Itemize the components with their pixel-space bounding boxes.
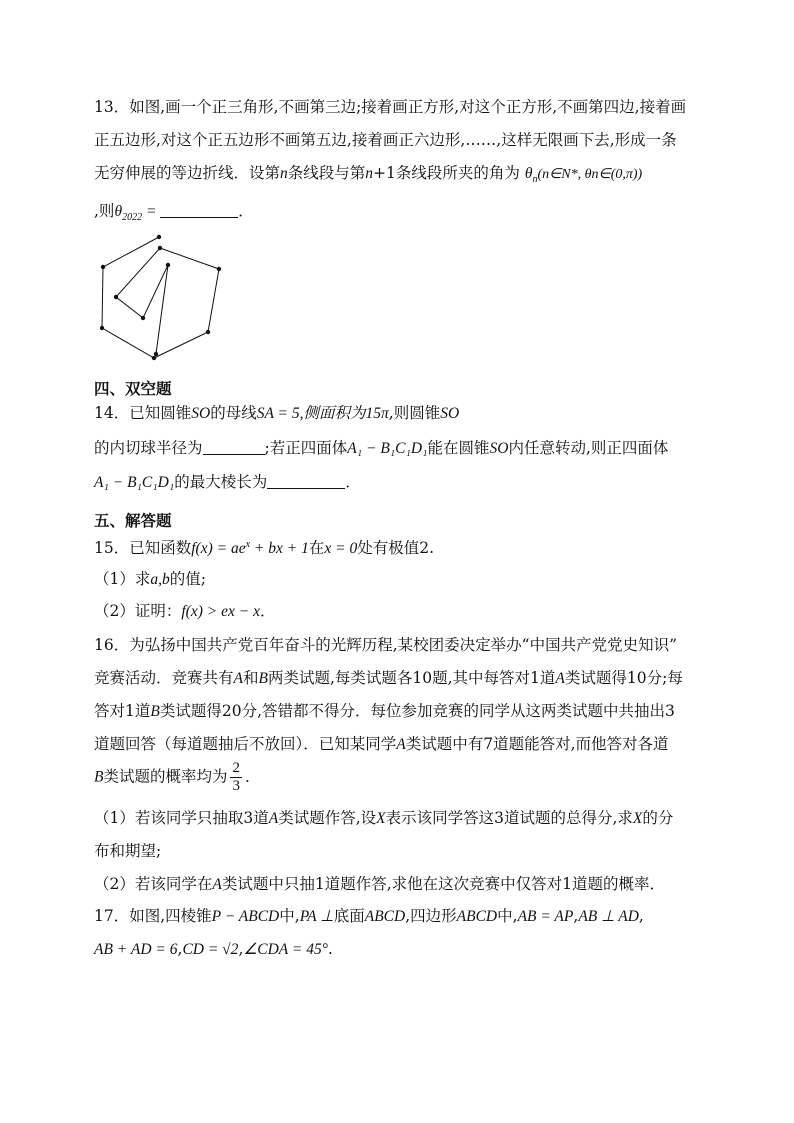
q13-text: ,则 <box>94 202 115 220</box>
math-var: B <box>94 768 104 786</box>
q16-text: （1）若该同学只抽取3道 <box>94 809 269 827</box>
math-x0: x = 0 <box>324 540 358 558</box>
q17-text: 中, <box>279 907 300 925</box>
math-ineq: f(x) > ex − x <box>181 603 260 620</box>
q15-line-2 <box>94 567 206 592</box>
q17-text: 中, <box>497 907 518 925</box>
q13-text: 条线段与第 <box>287 164 366 182</box>
math-exp: x <box>245 539 251 550</box>
math-ab: a,b <box>150 571 170 588</box>
q13-period: ． <box>238 202 254 220</box>
q17-line-2 <box>94 937 333 962</box>
q15-text: 在 <box>308 539 325 558</box>
q16-text: 类试题得20分,答错都不得分．每位参加竞赛的同学从这两类试题中共抽出3 <box>159 702 675 720</box>
q13-condition: (n∈N*, θn∈(0,π)) <box>537 167 643 182</box>
math-var: A <box>268 810 279 827</box>
math-angle: ∠CDA = 45° <box>243 941 328 958</box>
q16-line-7: 布和期望; <box>94 842 162 860</box>
q14-text: = 5,侧面积为 <box>273 405 366 422</box>
q16-text: 的分 <box>642 809 674 827</box>
q15-line-3 <box>94 599 275 624</box>
q13-line-3 <box>94 161 642 192</box>
q15-line-1 <box>94 533 434 561</box>
q14-text: 内任意转动,则正四面体 <box>508 439 669 457</box>
q14-text: 的母线 <box>210 404 257 422</box>
math-var: A <box>212 876 222 893</box>
math-var: B <box>150 703 160 720</box>
q13-line-4 <box>94 199 254 230</box>
math-so: SO <box>440 405 460 422</box>
q13-line-2: 正五边形,对这个正五边形不画第五边,接着画正六边形,……,这样无限画下去,形成一条 <box>94 131 677 149</box>
section-heading-4: 四、双空题 <box>94 379 172 398</box>
math-so: SO <box>489 440 509 457</box>
q16-text: ． <box>244 767 261 786</box>
q16-text: 类试题中有7道题能答对,而他答对各道 <box>405 735 669 753</box>
q15-text: （2）证明： <box>94 602 182 620</box>
q15-text: 处有极值2. <box>357 539 435 558</box>
fraction <box>230 760 242 795</box>
q14-text: ,则圆锥 <box>388 404 441 422</box>
math-var: X <box>632 810 643 827</box>
answer-blank <box>267 472 345 489</box>
q16-text: 类试题得10分;每 <box>564 669 683 687</box>
math-abcd: ABCD <box>364 908 406 925</box>
math-eq: CD = √2 <box>182 941 239 958</box>
q17-text: , <box>573 907 579 925</box>
q16-text: 竞赛活动．竞赛共有 <box>94 669 234 687</box>
q16-text: 类试题的概率均为 <box>103 767 228 786</box>
theta-symbol: θ <box>524 165 533 182</box>
q17-line-1 <box>94 904 644 929</box>
q14-line-2 <box>94 436 668 461</box>
q13-text: +1条线段所夹的角为 <box>373 164 520 182</box>
q13-line-1: 13．如图,画一个正三角形,不画第三边;接着画正方形,对这个正方形,不画第四边,接着画 <box>94 98 687 116</box>
math-n: n <box>365 165 374 182</box>
math-perp: PA ⊥ <box>299 908 334 925</box>
q16-line-6 <box>94 806 673 831</box>
fraction-numerator: 2 <box>232 760 240 776</box>
math-var: A <box>233 670 243 687</box>
math-eq: AB = AP <box>517 908 574 925</box>
math-area: 15π <box>365 405 389 422</box>
answer-blank <box>160 201 238 218</box>
q14-text: 14．已知圆锥 <box>94 404 192 422</box>
q17-text: . <box>327 940 333 958</box>
q14-text: 的内切球半径为 <box>94 439 203 457</box>
q16-text: 答对1道 <box>94 702 151 720</box>
q16-text: 类试题中只抽1道题作答,求他在这次竞赛中仅答对1道题的概率． <box>221 875 665 893</box>
q15-text: 15．已知函数 <box>94 539 192 558</box>
folded-polyline <box>102 237 219 358</box>
q16-line-8 <box>94 872 665 897</box>
q16-text: 和 <box>242 669 259 687</box>
q17-text: 底面 <box>333 907 365 925</box>
theta-symbol: θ <box>114 203 123 220</box>
q14-line-3 <box>94 470 361 495</box>
q15-text: ． <box>259 602 276 620</box>
math-perp: AB ⊥ AD <box>578 908 639 925</box>
math-so: SO <box>191 405 211 422</box>
q16-line-4 <box>94 732 669 757</box>
math-var: A <box>555 670 565 687</box>
q13-eq: = <box>142 203 161 220</box>
math-var: B <box>258 670 268 687</box>
q16-line-1: 16．为弘扬中国共产党百年奋斗的光辉历程,某校团委决定举办“中国共产党党史知识” <box>94 636 678 654</box>
q17-text: , <box>638 907 644 925</box>
math-sa: SA <box>256 405 274 422</box>
math-eq: AB + AD = 6 <box>94 941 178 958</box>
math-tetra: A₁ − B₁C₁D₁ <box>347 440 428 457</box>
q16-text: 类试题作答,设 <box>278 809 377 827</box>
math-var: A <box>396 736 406 753</box>
q16-line-2 <box>94 666 683 691</box>
q16-text: 表示该同学答这3道试题的总得分,求 <box>385 809 633 827</box>
math-var: X <box>376 810 386 827</box>
q15-text: （1）求 <box>94 570 151 588</box>
q14-line-1 <box>94 401 459 426</box>
q14-text: 的最大棱长为 <box>174 473 268 491</box>
q16-text: （2）若该同学在 <box>94 875 213 893</box>
q16-text: 道题回答（每道题抽后不放回）．已知某同学 <box>94 735 397 753</box>
q16-line-3 <box>94 699 675 724</box>
math-fx: + bx + 1 <box>250 540 309 558</box>
q17-text: , <box>177 940 183 958</box>
math-tetra: A₁ − B₁C₁D₁ <box>94 474 175 491</box>
math-n: n <box>280 165 288 182</box>
math-abcd: ABCD <box>456 908 498 925</box>
q16-text: 两类试题,每类试题各10题,其中每答对1道 <box>267 669 556 687</box>
answer-blank <box>203 438 265 455</box>
q17-text: 17．如图,四棱锥 <box>94 907 212 925</box>
q15-text: 的值; <box>169 570 206 588</box>
q17-text: ,四边形 <box>405 907 457 925</box>
math-fx: f(x) = ae <box>191 540 246 558</box>
q14-period: ． <box>345 473 361 491</box>
theta-subscript: 2022 <box>122 212 143 224</box>
q13-text: 无穷伸展的等边折线．设第 <box>94 164 281 182</box>
q16-line-5 <box>94 760 261 795</box>
q17-text: , <box>238 940 244 958</box>
q14-text: 能在圆锥 <box>427 439 490 457</box>
math-pyramid: P − ABCD <box>211 908 280 925</box>
q14-text: ;若正四面体 <box>264 439 348 457</box>
section-heading-5: 五、解答题 <box>94 511 172 530</box>
fraction-denominator: 3 <box>232 778 240 794</box>
theta-subscript: n <box>532 174 538 186</box>
polygon-figure <box>96 234 226 364</box>
